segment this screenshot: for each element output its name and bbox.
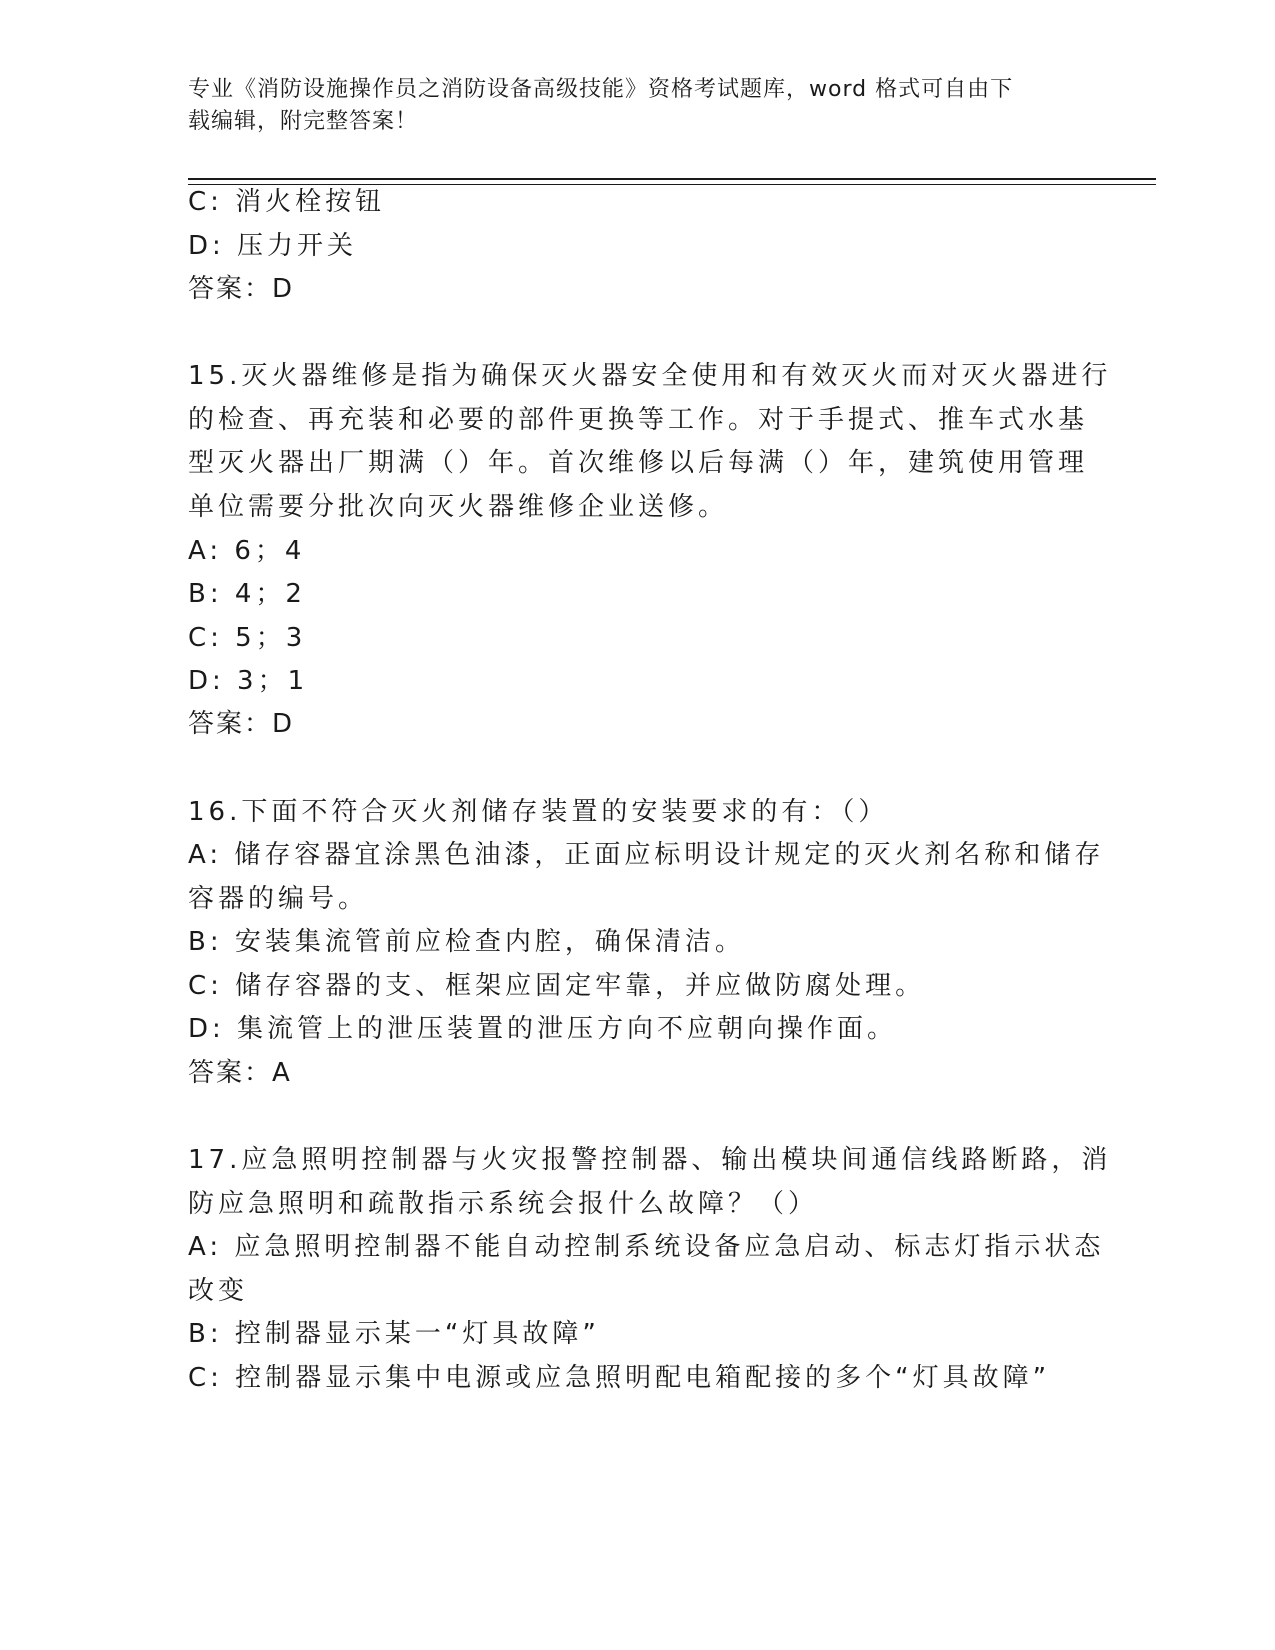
q15-answer: 答案：D	[188, 709, 295, 739]
q17-option-a-line-1: A: 应急照明控制器不能自动控制系统设备应急启动、标志灯指示状态	[188, 1232, 1105, 1262]
q16-answer: 答案：A	[188, 1058, 292, 1088]
q17-option-b: B: 控制器显示某一“灯具故障”	[188, 1319, 600, 1349]
q16-option-b: B: 安装集流管前应检查内腔，确保清洁。	[188, 927, 745, 957]
q17-line-2: 防应急照明和疏散指示系统会报什么故障？（）	[188, 1189, 819, 1219]
q16-option-a-line-2: 容器的编号。	[188, 884, 369, 914]
header-line-2: 载编辑，附完整答案！	[188, 109, 419, 134]
q16-option-d: D: 集流管上的泄压装置的泄压方向不应朝向操作面。	[188, 1014, 898, 1044]
q17-option-c: C: 控制器显示集中电源或应急照明配电箱配接的多个“灯具故障”	[188, 1363, 1051, 1393]
q15-line-1: 15.灭火器维修是指为确保灭火器安全使用和有效灭火而对灭火器进行	[188, 361, 1112, 391]
q16-option-c: C: 储存容器的支、框架应固定牢靠，并应做防腐处理。	[188, 971, 926, 1001]
prev-option-c: C: 消火栓按钮	[188, 187, 386, 217]
q15-line-4: 单位需要分批次向灭火器维修企业送修。	[188, 492, 729, 522]
q15-line-3: 型灭火器出厂期满（）年。首次维修以后每满（）年，建筑使用管理	[188, 448, 1089, 478]
q15-option-c: C: 5；3	[188, 623, 307, 653]
q15-option-d: D: 3；1	[188, 666, 309, 696]
q16-option-a-line-1: A: 储存容器宜涂黑色油漆，正面应标明设计规定的灭火剂名称和储存	[188, 840, 1105, 870]
q17-option-a-line-2: 改变	[188, 1276, 249, 1306]
q17-line-1: 17.应急照明控制器与火灾报警控制器、输出模块间通信线路断路，消	[188, 1145, 1112, 1175]
prev-option-d: D: 压力开关	[188, 231, 358, 261]
q15-option-a: A: 6；4	[188, 536, 306, 566]
q15-option-b: B: 4；2	[188, 579, 306, 609]
q16-line-1: 16.下面不符合灭火剂储存装置的安装要求的有：（）	[188, 797, 889, 827]
document-header	[188, 74, 1068, 138]
prev-answer: 答案：D	[188, 274, 295, 304]
q15-line-2: 的检查、再充装和必要的部件更换等工作。对于手提式、推车式水基	[188, 405, 1089, 435]
header-line-1: 专业《消防设施操作员之消防设备高级技能》资格考试题库，word 格式可自由下	[188, 77, 1014, 102]
header-divider-thick	[188, 178, 1156, 180]
